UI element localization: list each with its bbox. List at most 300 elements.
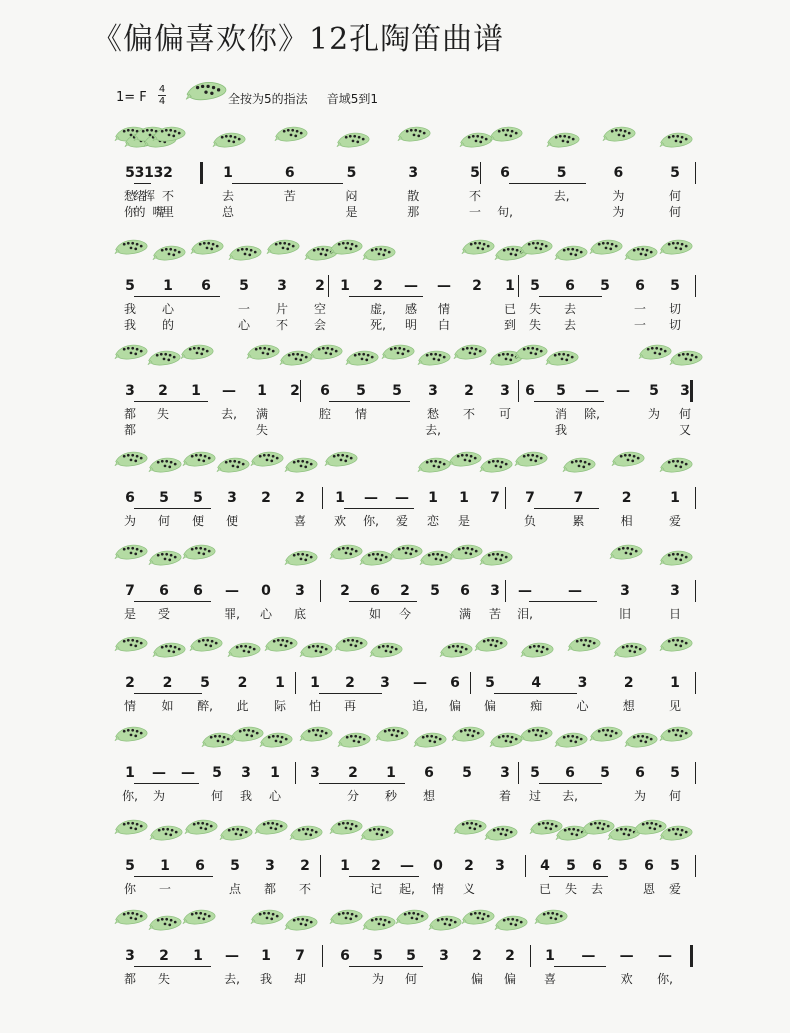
lyric-char: 欢 [620, 972, 633, 986]
lyric-char: 痴 [530, 699, 543, 713]
ocarina-icon [659, 453, 693, 481]
jianpu-note: 3 [680, 383, 690, 399]
bar-line [690, 945, 693, 967]
score-row [0, 632, 790, 732]
ocarina-icon [520, 638, 554, 666]
lyric-char: 何 [668, 789, 681, 803]
ocarina-icon [114, 722, 148, 750]
lyric-char: 偏 [503, 972, 516, 986]
score-row [0, 340, 790, 440]
lyric-char: 又 [678, 423, 691, 437]
ocarina-icon [453, 340, 487, 368]
jianpu-note: — [364, 490, 378, 506]
ocarina-icon [228, 241, 262, 269]
ocarina-icon [459, 128, 493, 156]
score-row [0, 722, 790, 822]
jianpu-note: 2 [472, 278, 482, 294]
jianpu-note: 5 [618, 858, 628, 874]
lyric-char: 便 [191, 514, 204, 528]
lyric-char: 失 [156, 407, 169, 421]
jianpu-note: — [222, 383, 236, 399]
jianpu-note: 2 [400, 583, 410, 599]
ocarina-icon [299, 638, 333, 666]
jianpu-note: 4 [531, 675, 542, 691]
lyric-char: 为 [633, 789, 646, 803]
ocarina-icon [149, 821, 183, 849]
ocarina-icon [489, 728, 523, 756]
ocarina-icon [489, 122, 523, 150]
jianpu-note: — [581, 948, 596, 964]
lyric-char: 秒 [384, 789, 397, 803]
ocarina-icon [567, 632, 601, 660]
ocarina-icon [284, 911, 318, 939]
lyric-char: 如 [161, 699, 174, 713]
jianpu-note: 6 [201, 278, 211, 294]
lyric-char: 心 [268, 789, 281, 803]
jianpu-note: 2 [290, 383, 300, 399]
bar-line [480, 162, 481, 184]
jianpu-note: 5 [530, 765, 540, 781]
jianpu-note: 5 [670, 278, 680, 294]
bar-line [695, 762, 696, 784]
lyric-char: 失 [564, 882, 577, 896]
lyric-char: 却 [293, 972, 306, 986]
jianpu-note: — [616, 383, 630, 399]
jianpu-note: 6 [195, 858, 205, 874]
score-row [0, 905, 790, 1005]
jianpu-note: 3 [134, 165, 145, 181]
bar-line [320, 855, 321, 877]
jianpu-note: 5 [470, 165, 480, 181]
lyric-char: 点 [228, 882, 241, 896]
lyric-char: 记 [369, 882, 382, 896]
ocarina-icon [439, 638, 473, 666]
bar-line [695, 275, 696, 297]
lyric-char: 腔 [318, 407, 331, 421]
jianpu-note: — [400, 858, 414, 874]
ocarina-icon [219, 821, 253, 849]
ocarina-icon [182, 905, 216, 933]
jianpu-note: 5 [373, 948, 383, 964]
jianpu-note: 5 [239, 278, 249, 294]
ocarina-icon [659, 128, 693, 156]
bar-line [530, 945, 531, 967]
ocarina-icon [484, 821, 518, 849]
jianpu-note: 1 [340, 278, 350, 294]
ocarina-icon [284, 453, 318, 481]
ocarina-icon [428, 911, 462, 939]
jianpu-note: — [568, 583, 582, 599]
lyric-char: 怕 [308, 699, 321, 713]
ocarina-icon [299, 722, 333, 750]
jianpu-note: 1 [545, 948, 555, 964]
lyric-char: 满 [255, 407, 268, 421]
ocarina-icon [359, 546, 393, 574]
lyric-char: 虚, [370, 302, 386, 316]
lyric-char: 累 [572, 514, 585, 528]
bar-line [505, 580, 506, 602]
jianpu-note: 3 [500, 383, 510, 399]
ocarina-icon [360, 821, 394, 849]
jianpu-note: 2 [237, 675, 248, 691]
lyric-char: 去 [590, 882, 603, 896]
jianpu-note: 1 [144, 165, 154, 181]
jianpu-note: 3 [670, 583, 680, 599]
beam-line [549, 876, 608, 877]
beam-line [534, 508, 599, 509]
jianpu-note: — [658, 948, 672, 964]
bar-line [505, 487, 506, 509]
jianpu-note: 6 [565, 278, 575, 294]
bar-line [695, 162, 696, 184]
lyric-char: 切 [668, 318, 681, 332]
jianpu-note: 1 [160, 858, 170, 874]
jianpu-note: 3 [277, 278, 287, 294]
jianpu-note: 7 [573, 490, 584, 506]
ocarina-icon [659, 632, 693, 660]
lyric-char: 嘴 [152, 205, 165, 219]
jianpu-note: 0 [261, 583, 271, 599]
lyric-char: 死, [370, 318, 386, 332]
ocarina-icon [114, 815, 148, 843]
jianpu-note: 2 [159, 948, 169, 964]
bar-line [295, 672, 296, 694]
ocarina-icon [337, 728, 371, 756]
lyric-char: 闷 [345, 189, 358, 203]
lyric-char: 已 [503, 302, 516, 316]
lyric-char: 爱 [395, 514, 408, 528]
jianpu-note: 3 [490, 583, 500, 599]
ocarina-icon [114, 447, 148, 475]
ocarina-icon [148, 911, 182, 939]
lyric-char: 散 [407, 189, 420, 203]
jianpu-note: 3 [241, 765, 251, 781]
lyric-char: 喜 [543, 972, 556, 986]
beam-line [539, 783, 602, 784]
beam-line [349, 876, 419, 877]
ocarina-icon [659, 821, 693, 849]
lyric-char: 今 [398, 607, 411, 621]
beam-line [134, 693, 202, 694]
lyric-char: 起, [399, 882, 415, 896]
jianpu-note: 2 [464, 383, 474, 399]
jianpu-note: 3 [380, 675, 390, 691]
jianpu-note: 5 [670, 858, 680, 874]
lyric-char: 去 [563, 318, 576, 332]
jianpu-note: 1 [257, 383, 267, 399]
lyric-char: 负 [523, 514, 536, 528]
beam-line [554, 966, 606, 967]
bar-line [470, 672, 471, 694]
lyric-char: 一 [158, 882, 171, 896]
beam-line [134, 401, 208, 402]
beam-line [134, 296, 220, 297]
lyric-char: 罪, [224, 607, 240, 621]
header-ocarina-icon [185, 76, 227, 110]
jianpu-note: 5 [566, 858, 576, 874]
lyric-char: 一 [237, 302, 250, 316]
lyric-char: 爱 [668, 514, 681, 528]
ocarina-icon [184, 815, 218, 843]
jianpu-note: 5 [600, 278, 610, 294]
lyric-char: 的 [133, 205, 146, 219]
lyric-char: 爱 [668, 882, 681, 896]
lyric-char: 都 [123, 423, 136, 437]
lyric-char: 失 [528, 302, 541, 316]
jianpu-note: 6 [424, 765, 434, 781]
lyric-char: 你 [123, 882, 136, 896]
lyric-char: 已 [538, 882, 551, 896]
bar-line [322, 945, 323, 967]
jianpu-note: 5 [556, 165, 567, 181]
lyric-char: 偏 [470, 972, 483, 986]
lyric-char: 何 [678, 407, 691, 421]
jianpu-note: 6 [450, 675, 460, 691]
jianpu-note: 2 [621, 490, 632, 506]
lyric-char: 去 [563, 302, 576, 316]
lyric-char: 义 [462, 882, 475, 896]
jianpu-note: 2 [623, 675, 634, 691]
jianpu-note: 1 [340, 858, 350, 874]
ocarina-icon [659, 235, 693, 263]
bar-line [320, 580, 321, 602]
jianpu-note: 1 [310, 675, 320, 691]
jianpu-note: 1 [670, 675, 680, 691]
jianpu-note: 2 [295, 490, 305, 506]
jianpu-note: 2 [464, 858, 474, 874]
jianpu-note: 3 [577, 675, 588, 691]
ocarina-icon [284, 546, 318, 574]
ocarina-icon [329, 235, 363, 263]
lyric-char: 除, [584, 407, 600, 421]
ocarina-icon [309, 340, 343, 368]
ocarina-icon [375, 722, 409, 750]
ocarina-icon [148, 453, 182, 481]
ocarina-icon [451, 722, 485, 750]
ocarina-icon [395, 905, 429, 933]
jianpu-note: 2 [345, 675, 355, 691]
ocarina-icon [461, 235, 495, 263]
jianpu-note: 6 [193, 583, 203, 599]
bar-line [695, 580, 696, 602]
lyric-char: 为 [647, 407, 660, 421]
beam-line [529, 601, 597, 602]
jianpu-note: 1 [335, 490, 345, 506]
jianpu-note: 0 [433, 858, 443, 874]
lyric-char: 心 [237, 318, 250, 332]
ocarina-icon [638, 340, 672, 368]
jianpu-note: 6 [284, 165, 295, 181]
ocarina-icon [519, 722, 553, 750]
lyric-char: 一 [633, 302, 646, 316]
lyric-char: 那 [407, 205, 420, 219]
jianpu-note: 3 [227, 490, 237, 506]
ocarina-icon [546, 128, 580, 156]
jianpu-note: 6 [125, 490, 135, 506]
ocarina-icon [453, 815, 487, 843]
lyric-char: 明 [404, 318, 417, 332]
lyric-char: 去, [553, 189, 570, 203]
jianpu-note: 1 [428, 490, 438, 506]
key-signature: 1= F [116, 90, 147, 105]
lyric-char: 片 [275, 302, 288, 316]
lyric-char: 心 [161, 302, 174, 316]
ocarina-icon [419, 546, 453, 574]
ocarina-icon [279, 346, 313, 374]
bar-line [695, 487, 696, 509]
ocarina-icon [397, 122, 431, 150]
jianpu-note: 5 [485, 675, 495, 691]
lyric-char: 欢 [333, 514, 346, 528]
lyric-char: 愁 [426, 407, 439, 421]
ocarina-icon [264, 632, 298, 660]
jianpu-note: 3 [310, 765, 320, 781]
jianpu-note: 5 [159, 490, 169, 506]
jianpu-note: 1 [261, 948, 271, 964]
ocarina-icon [289, 821, 323, 849]
jianpu-note: 1 [275, 675, 285, 691]
bar-line [525, 855, 526, 877]
lyric-char: 到 [503, 318, 516, 332]
lyric-char: 你, [122, 789, 138, 803]
lyric-char: 一 [468, 205, 481, 219]
jianpu-note: — [437, 278, 451, 294]
jianpu-note: 6 [460, 583, 470, 599]
bar-line [328, 275, 329, 297]
ocarina-icon [659, 546, 693, 574]
score-row [0, 122, 790, 222]
ocarina-icon [494, 911, 528, 939]
jianpu-note: 1 [125, 765, 135, 781]
ocarina-icon [474, 632, 508, 660]
ocarina-icon [554, 728, 588, 756]
lyric-char: 去, [425, 423, 441, 437]
jianpu-note: 7 [525, 490, 535, 506]
jianpu-note: 5 [406, 948, 416, 964]
lyric-char: 为 [152, 789, 165, 803]
lyric-char: 消 [554, 407, 567, 421]
lyric-char: 何 [668, 189, 681, 203]
ocarina-icon [624, 241, 658, 269]
jianpu-note: 6 [592, 858, 602, 874]
lyric-char: 可 [498, 407, 511, 421]
bar-line [690, 380, 693, 402]
lyric-char: 想 [622, 699, 635, 713]
bar-line [518, 275, 519, 297]
ocarina-icon [114, 235, 148, 263]
lyric-char: 为 [612, 189, 625, 203]
lyric-char: 句, [497, 205, 513, 219]
ocarina-icon [329, 905, 363, 933]
ocarina-icon [148, 546, 182, 574]
ocarina-icon [147, 346, 181, 374]
lyric-char: 不 [161, 189, 174, 203]
lyric-char: 里 [161, 205, 174, 219]
ocarina-icon [182, 447, 216, 475]
lyric-char: 底 [293, 607, 306, 621]
score-row [0, 815, 790, 915]
lyric-char: 都 [123, 972, 136, 986]
jianpu-note: 2 [300, 858, 310, 874]
jianpu-note: — [225, 583, 239, 599]
lyric-char: 总 [221, 205, 234, 219]
lyric-char: 的 [161, 318, 174, 332]
lyric-char: 白 [437, 318, 450, 332]
bar-line [695, 672, 696, 694]
jianpu-note: 2 [162, 675, 173, 691]
lyric-char: 都 [123, 407, 136, 421]
ocarina-icon [554, 241, 588, 269]
lyric-char: 去, [562, 789, 578, 803]
ocarina-icon [189, 632, 223, 660]
lyric-char: 恋 [426, 514, 439, 528]
ocarina-icon [479, 546, 513, 574]
ocarina-icon [389, 540, 423, 568]
lyric-char: 心 [576, 699, 589, 713]
lyric-char: 不 [275, 318, 288, 332]
ocarina-icon [362, 911, 396, 939]
ocarina-icon [324, 447, 358, 475]
lyric-char: 挥 [142, 189, 155, 203]
jianpu-note: 3 [428, 383, 438, 399]
lyric-char: 此 [236, 699, 249, 713]
jianpu-note: 5 [346, 165, 357, 181]
jianpu-note: — [404, 278, 418, 294]
lyric-char: 何 [157, 514, 170, 528]
jianpu-note: 2 [158, 383, 168, 399]
bar-line [200, 162, 203, 184]
jianpu-note: — [619, 948, 634, 964]
lyric-char: 情 [437, 302, 450, 316]
ocarina-icon [152, 241, 186, 269]
ocarina-icon [609, 540, 643, 568]
lyric-char: 会 [313, 318, 326, 332]
ocarina-icon [152, 638, 186, 666]
ocarina-icon [514, 447, 548, 475]
jianpu-note: 1 [459, 490, 469, 506]
ocarina-icon [227, 638, 261, 666]
ocarina-icon [514, 340, 548, 368]
lyric-char: 苦 [488, 607, 501, 621]
jianpu-note: 2 [371, 858, 381, 874]
jianpu-note: 5 [392, 383, 402, 399]
lyric-char: 旧 [618, 607, 631, 621]
ocarina-icon [545, 346, 579, 374]
beam-line [539, 296, 602, 297]
ocarina-icon [611, 447, 645, 475]
ocarina-icon [329, 540, 363, 568]
jianpu-note: 3 [153, 165, 164, 181]
ocarina-icon [589, 722, 623, 750]
lyric-char: 失 [255, 423, 268, 437]
lyric-char: 感 [404, 302, 417, 316]
lyric-char: 是 [345, 205, 358, 219]
lyric-char: 愁 [123, 189, 136, 203]
lyric-char: 为 [371, 972, 384, 986]
lyric-char: 相 [620, 514, 633, 528]
bar-line [300, 380, 301, 402]
lyric-char: 空 [313, 302, 326, 316]
jianpu-note: 5 [356, 383, 366, 399]
jianpu-note: 5 [462, 765, 472, 781]
jianpu-note: 2 [472, 948, 482, 964]
jianpu-note: 5 [125, 165, 135, 181]
ocarina-icon [362, 241, 396, 269]
lyric-char: 醉, [197, 699, 213, 713]
ocarina-icon [417, 453, 451, 481]
score-row [0, 235, 790, 335]
ocarina-icon [589, 235, 623, 263]
